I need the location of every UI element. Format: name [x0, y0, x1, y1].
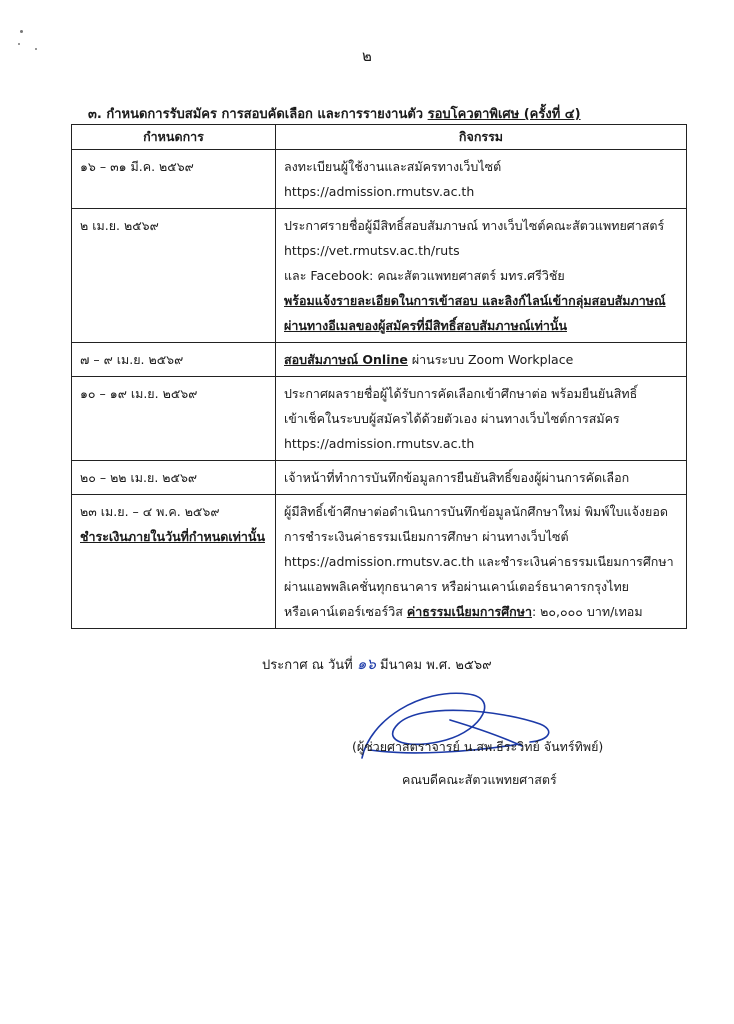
signer-name: (ผู้ช่วยศาสตราจารย์ น.สพ.ธีระวิทย์ จันทร์ทิพย์) [352, 739, 604, 754]
row-date [72, 495, 276, 629]
row-activity [276, 343, 687, 377]
scan-speck [20, 30, 23, 33]
table-header-row [72, 125, 687, 150]
payment-deadline-note: ชำระเงินภายในวันที่กำหนดเท่านั้น [80, 529, 265, 544]
activity-line: ผู้มีสิทธิ์เข้าศึกษาต่อดำเนินการบันทึกข้อมูลนักศึกษาใหม่ พิมพ์ใบแจ้งยอด [284, 504, 668, 519]
row-date: ๑๖ – ๓๑ มี.ค. ๒๕๖๙ [72, 150, 276, 209]
announcement-month-year: มีนาคม พ.ศ. ๒๕๖๙ [375, 658, 492, 673]
table-row [72, 377, 687, 461]
announcement-prefix: ประกาศ ณ วันที่ [262, 658, 357, 673]
announcement-date [262, 652, 492, 676]
section-heading-round: รอบโควตาพิเศษ (ครั้งที่ ๔) [427, 107, 581, 122]
announcement-day: ๑๖ [356, 655, 376, 673]
header-activity: กิจกรรม [276, 125, 687, 150]
page-number: ๒ [362, 47, 372, 65]
activity-line: การชำระเงินค่าธรรมเนียมการศึกษา ผ่านทางเว็บไซต์ [284, 529, 569, 544]
header-schedule: กำหนดการ [72, 125, 276, 150]
table-row [72, 461, 687, 495]
signer-title: คณบดีคณะสัตวแพทยศาสตร์ [402, 772, 557, 787]
activity-line: ประกาศรายชื่อผู้มีสิทธิ์สอบสัมภาษณ์ ทางเว็บไซต์คณะสัตวแพทยศาสตร์ [284, 218, 665, 233]
row-date: ๒๐ – ๒๒ เม.ย. ๒๕๖๙ [72, 461, 276, 495]
tuition-amount: : ๒๐,๐๐๐ บาท/เทอม [532, 604, 643, 619]
activity-line: และ Facebook: คณะสัตวแพทยศาสตร์ มทร.ศรีวิชัย [284, 268, 565, 283]
tuition-label: ค่าธรรมเนียมการศึกษา [406, 604, 532, 619]
row-date-text: ๒๓ เม.ย. – ๔ พ.ค. ๒๕๖๙ [80, 504, 220, 519]
tuition-prefix: หรือเคาน์เตอร์เซอร์วิส [284, 604, 407, 619]
activity-line: เข้าเช็คในระบบผู้สมัครได้ด้วยตัวเอง ผ่านทางเว็บไซต์การสมัคร [284, 411, 620, 426]
activity-line: ผ่านแอพพลิเคชั่นทุกธนาคาร หรือผ่านเคาน์เตอร์ธนาคารกรุงไทย [284, 579, 630, 594]
activity-line [284, 347, 680, 372]
row-activity [276, 495, 687, 629]
activity-line-emphasis: ผ่านทางอีเมลของผู้สมัครที่มีสิทธิ์สอบสัมภาษณ์เท่านั้น [284, 318, 567, 333]
row-activity [276, 377, 687, 461]
zoom-text: ผ่านระบบ Zoom Workplace [407, 352, 574, 367]
row-activity [276, 150, 687, 209]
online-interview-label: สอบสัมภาษณ์ Online [284, 352, 408, 367]
row-date: ๑๐ – ๑๙ เม.ย. ๒๕๖๙ [72, 377, 276, 461]
tuition-fee-line [284, 599, 680, 624]
row-date: ๗ – ๙ เม.ย. ๒๕๖๙ [72, 343, 276, 377]
admission-url: https://admission.rmutsv.ac.th [284, 436, 475, 451]
activity-line: เจ้าหน้าที่ทำการบันทึกข้อมูลการยืนยันสิทธิ์ของผู้ผ่านการคัดเลือก [284, 470, 630, 485]
row-activity [276, 461, 687, 495]
activity-line: ประกาศผลรายชื่อผู้ได้รับการคัดเลือกเข้าศึกษาต่อ พร้อมยืนยันสิทธิ์ [284, 386, 638, 401]
row-date: ๒ เม.ย. ๒๕๖๙ [72, 209, 276, 343]
activity-line-emphasis: พร้อมแจ้งรายละเอียดในการเข้าสอบ และลิงก์ไลน์เข้ากลุ่มสอบสัมภาษณ์ [284, 293, 666, 308]
section-heading-text: ๓. กำหนดการรับสมัคร การสอบคัดเลือก และการรายงานตัว [88, 107, 428, 122]
table-row [72, 495, 687, 629]
activity-line: https://admission.rmutsv.ac.th และชำระเงินค่าธรรมเนียมการศึกษา [284, 554, 674, 569]
table-row [72, 343, 687, 377]
schedule-table [71, 124, 687, 629]
vet-url: https://vet.rmutsv.ac.th/ruts [284, 243, 460, 258]
activity-line: ลงทะเบียนผู้ใช้งานและสมัครทางเว็บไซต์ [284, 159, 502, 174]
admission-url: https://admission.rmutsv.ac.th [284, 184, 475, 199]
row-activity [276, 209, 687, 343]
table-row [72, 150, 687, 209]
section-heading [88, 103, 581, 124]
table-row [72, 209, 687, 343]
